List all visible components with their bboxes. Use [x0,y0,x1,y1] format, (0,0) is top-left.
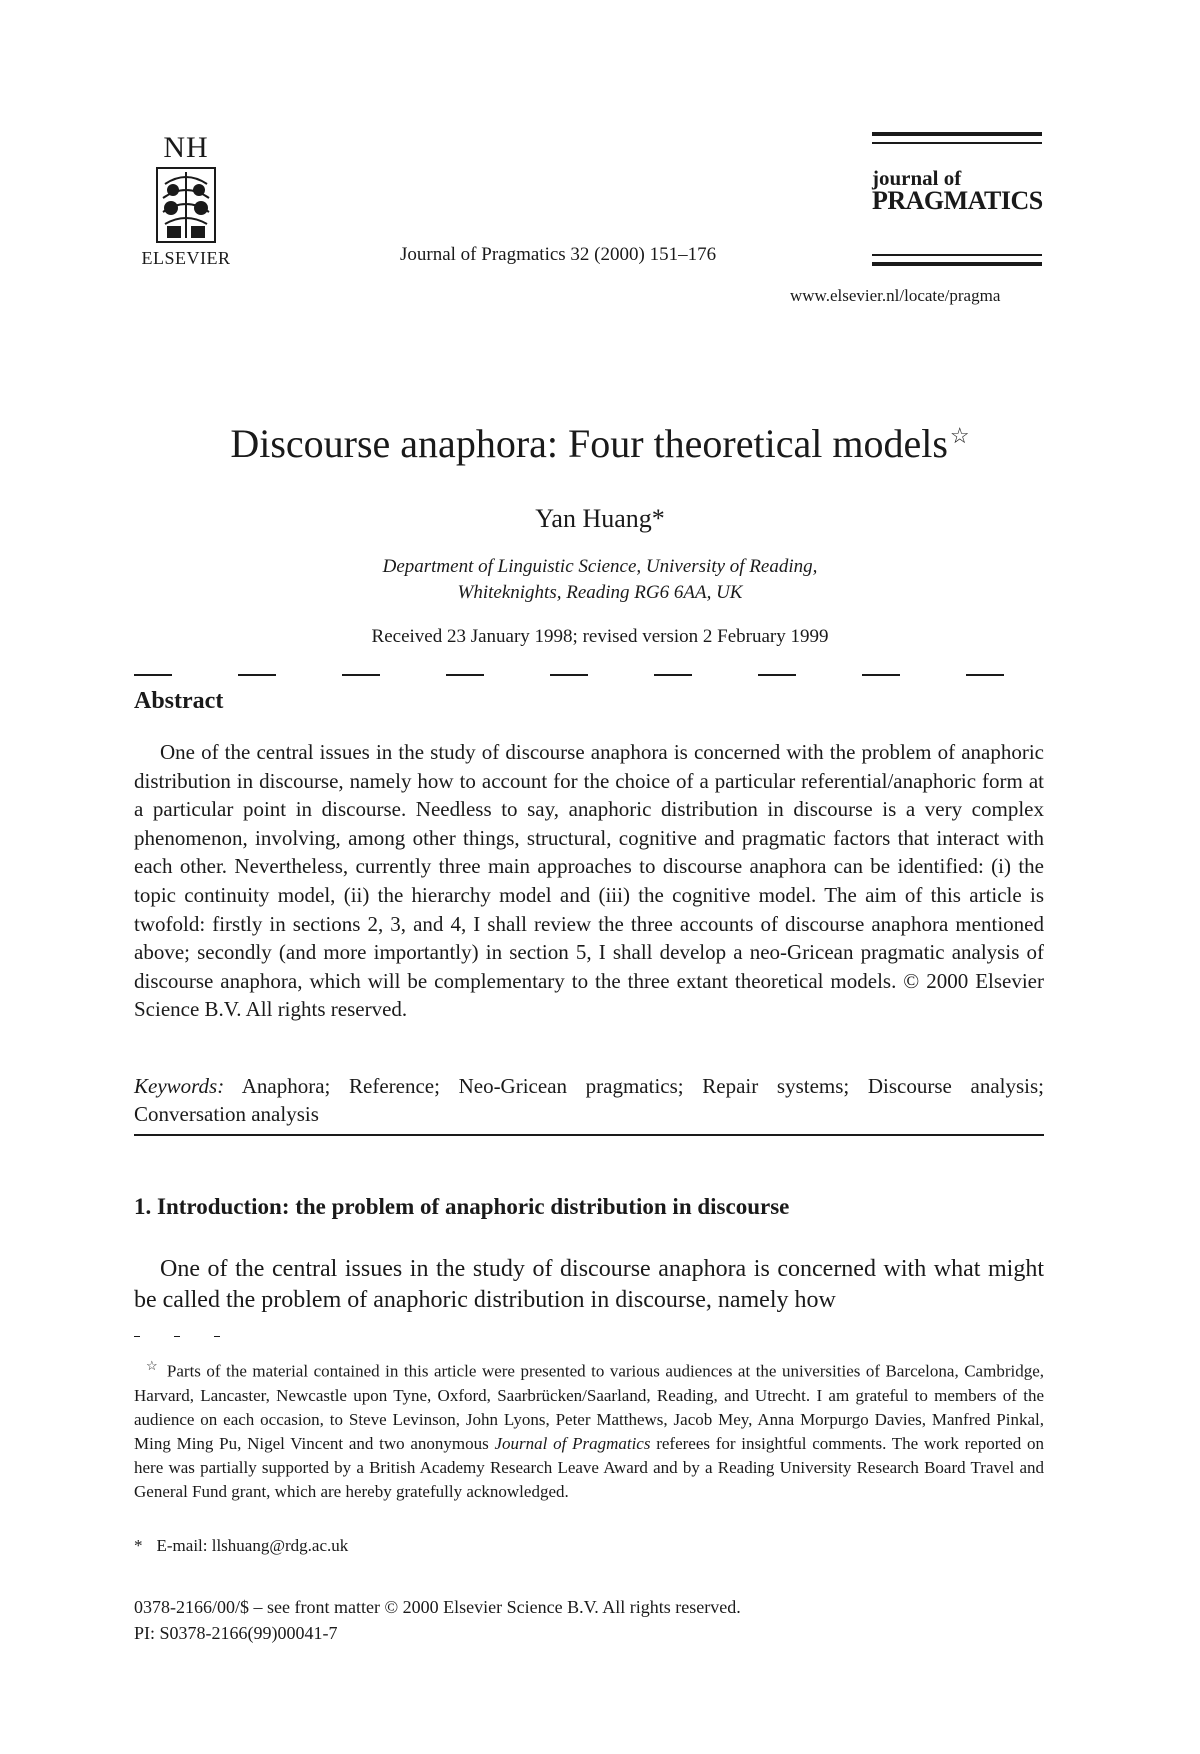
journal-citation: Journal of Pragmatics 32 (2000) 151–176 [400,244,717,265]
footnote-text-a: Parts of the material contained in this article were presented to various audiences at the universities of Barcelona, Cambridge, Harvard, Lancaster, Newcastle upon Tyne, Oxford, Saarbrücken/Saarland, Reading, and Utrecht. I am grateful to members of the audience on each occasion, to Steve Levinson, John Lyons, Peter Matthews, Jacob Mey, Anna Morpurgo Davies, Manfred Pinkal, Ming Ming Pu, Nigel Vincent and two anonymous [134,1361,1044,1453]
keywords-list: Anaphora; Reference; Neo-Gricean pragmatics; Repair systems; Discourse analysis; Conversation analysis [134,1074,1044,1126]
masthead-rule-top [872,132,1042,136]
footnote-email-text: E-mail: llshuang@rdg.ac.uk [156,1536,349,1555]
publisher-name: ELSEVIER [141,248,231,268]
imprint [134,1594,741,1646]
article-title [0,420,1200,467]
section-heading: 1. Introduction: the problem of anaphoric distribution in discourse [134,1194,790,1219]
title-text: Discourse anaphora: Four theoretical models [230,421,948,466]
abstract-divider [134,1134,1044,1136]
keywords [134,1072,1044,1128]
journal-website: www.elsevier.nl/locate/pragma [790,286,1001,305]
journal-masthead [872,132,1042,214]
footnote-journal: Journal of Pragmatics [494,1433,651,1453]
footnote-acknowledgements [134,1354,1044,1504]
received-dates: Received 23 January 1998; revised version 2 February 1999 [371,626,829,647]
journal-name-small: journal of [872,166,962,190]
author-affiliation [0,554,1200,606]
article-author: Yan Huang* [535,504,665,533]
title-footnote-mark: ☆ [949,422,970,448]
tree-emblem-icon [151,164,221,248]
logo-nh-text: NH [163,131,209,164]
masthead-rule-bottom-2 [872,262,1042,266]
keywords-label: Keywords: [134,1074,225,1098]
journal-name-big: PRAGMATICS [872,186,1043,215]
footnote-email [134,1536,348,1556]
issn-line: 0378-2166/00/$ – see front matter © 2000 Elsevier Science B.V. All rights reserved. [134,1597,741,1617]
affiliation-line-2: Whiteknights, Reading RG6 6AA, UK [457,582,743,603]
footnote-text-b: referees for insightful comments. The work reported on here was partially supported by a British Academy Research Leave Award and by a Reading University Research Board Travel and General Fund grant, which are hereby gratefully acknowledged. [134,1433,1044,1501]
masthead-rule-top-2 [872,142,1042,144]
dashed-divider [134,674,1044,676]
abstract-body: One of the central issues in the study of discourse anaphora is concerned with the problem of anaphoric distribution in discourse, namely how to account for the choice of a particular referential/anaphoric form at a particular point in discourse. Needless to say, anaphoric distribution in discourse is a very complex phenomenon, involving, among other things, structural, cognitive and pragmatic factors that interact with each other. Nevertheless, currently three main approaches to discourse anaphora can be identified: (i) the topic continuity model, (ii) the hierarchy model and (iii) the cognitive model. The aim of this article is twofold: firstly in sections 2, 3, and 4, I shall review the three accounts of discourse anaphora mentioned above; secondly (and more importantly) in section 5, I shall develop a neo-Gricean pragmatic analysis of discourse anaphora, which will be complementary to the three extant theoretical models. © 2000 Elsevier Science B.V. All rights reserved. [134,740,1044,1022]
footnote-email-mark: * [134,1536,143,1555]
publisher-logo [132,131,240,269]
footnote-mark: ☆ [146,1358,159,1373]
masthead-rule-bottom [872,254,1042,256]
abstract-heading: Abstract [134,688,224,714]
section-body: One of the central issues in the study of discourse anaphora is concerned with what might be called the problem of anaphoric distribution in discourse, namely how [134,1256,1044,1313]
footnote-divider [134,1336,224,1337]
pii-line: PI: S0378-2166(99)00041-7 [134,1623,338,1643]
affiliation-line-1: Department of Linguistic Science, University of Reading, [382,556,818,577]
